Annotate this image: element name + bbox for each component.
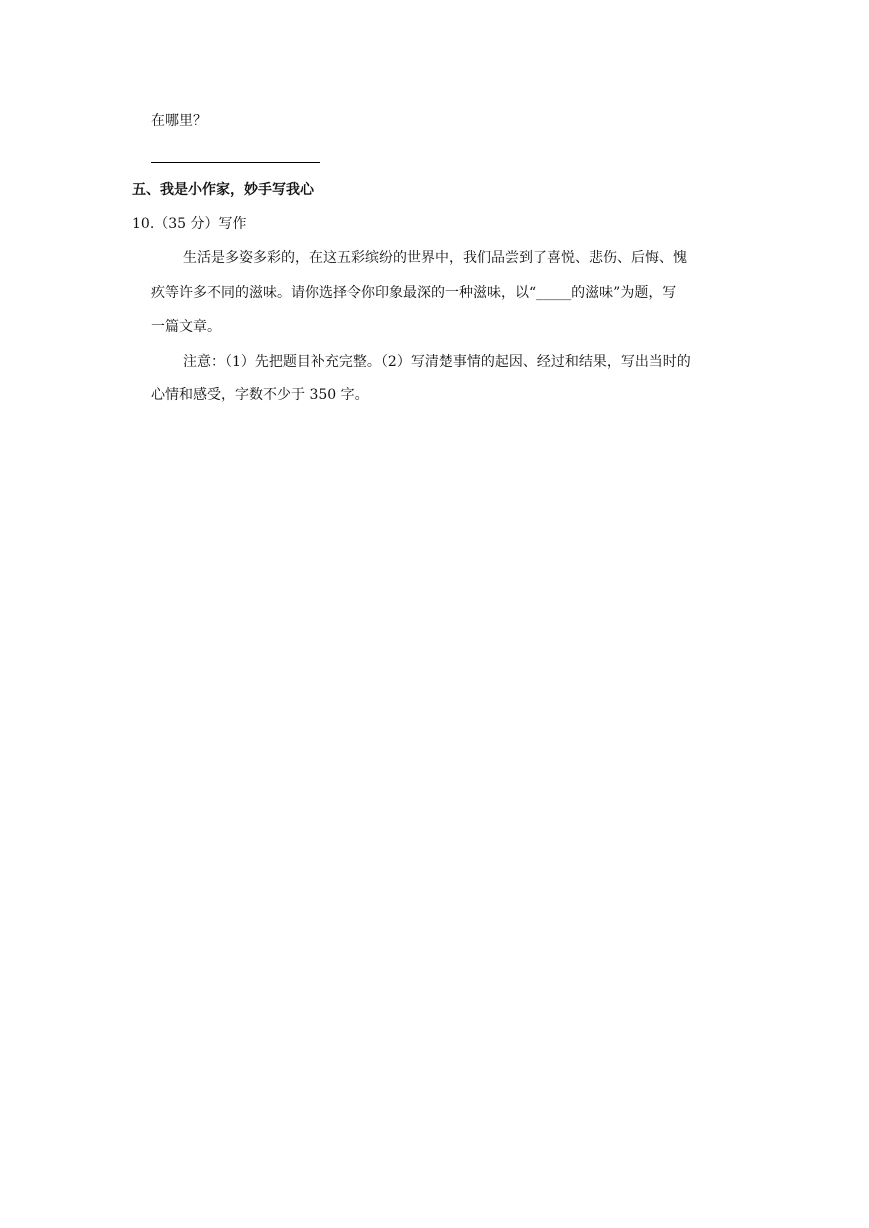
question-number: 10.（35 分）写作 (132, 216, 247, 232)
prompt-line-2: 疚等许多不同的滋味。请你选择令你印象最深的一种滋味，以“_____的滋味”为题，写 (151, 285, 677, 301)
previous-question-tail: 在哪里？ (151, 113, 207, 129)
prompt-line-1: 生活是多姿多彩的，在这五彩缤纷的世界中，我们品尝到了喜悦、悲伤、后悔、愧 (183, 250, 687, 266)
note-line-2: 心情和感受，字数不少于 350 字。 (151, 387, 369, 403)
answer-blank-line (151, 162, 320, 163)
section-heading: 五、我是小作家，妙手写我心 (132, 182, 314, 198)
note-line-1: 注意：（1）先把题目补充完整。（2）写清楚事情的起因、经过和结果，写出当时的 (183, 354, 691, 370)
prompt-line-3: 一篇文章。 (151, 319, 221, 335)
